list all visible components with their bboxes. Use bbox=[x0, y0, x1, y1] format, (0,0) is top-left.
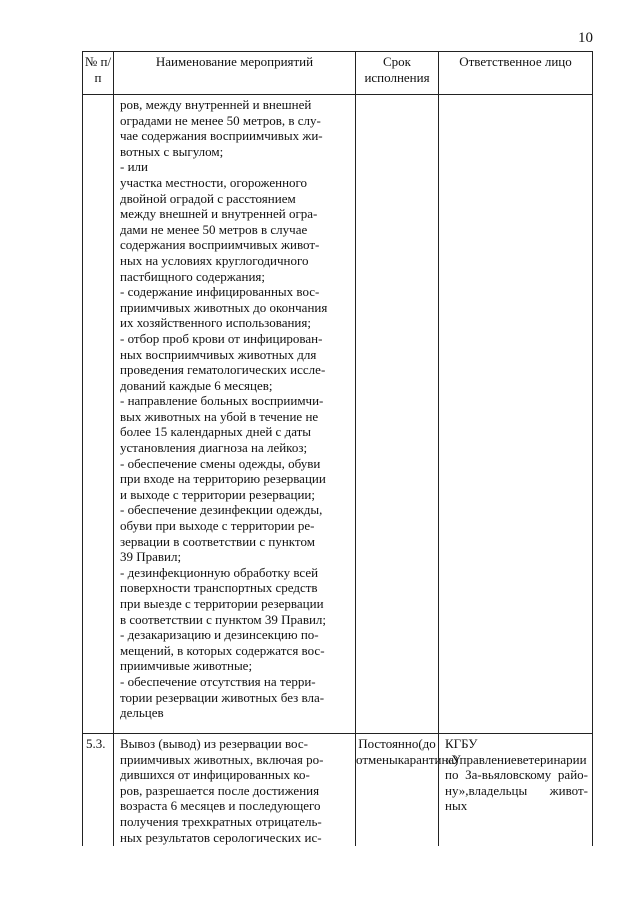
text-line: установления диагноза на лейкоз; bbox=[120, 440, 308, 456]
text-line: - обеспечение дезинфекции одежды, bbox=[120, 502, 323, 518]
text-line: ров, разрешается после достижения bbox=[120, 782, 320, 798]
text-line: обуви при выходе с территории ре- bbox=[120, 518, 315, 534]
cell-num-empty bbox=[83, 95, 114, 734]
cell-responsible-5-3 bbox=[439, 734, 593, 847]
text-line: - обеспечение смены одежды, обуви bbox=[120, 455, 321, 471]
responsible-line: вьяловскому райо- bbox=[481, 767, 588, 783]
text-line: дований каждые 6 месяцев; bbox=[120, 377, 273, 393]
table-row-continued bbox=[83, 95, 593, 734]
responsible-line: КГБУ «Управление bbox=[445, 736, 517, 767]
text-line: - содержание инфицированных вос- bbox=[120, 284, 320, 300]
header-responsible: Ответственное лицо bbox=[439, 52, 593, 95]
text-line: вотных с выгулом; bbox=[120, 143, 224, 159]
text-line: при входе на территорию резервации bbox=[120, 471, 326, 487]
cell-name-5-3 bbox=[114, 734, 356, 847]
header-term: Срок исполнения bbox=[356, 52, 439, 95]
text-line: приимчивых животных до окончания bbox=[120, 299, 328, 315]
text-line: при выезде с территории резервации bbox=[120, 596, 324, 611]
cell-num-5-3: 5.3. bbox=[83, 734, 114, 847]
text-line: - дезинфекционную обработку всей bbox=[120, 564, 319, 580]
text-line: мещений, в которых содержатся вос- bbox=[120, 642, 325, 658]
header-num: № п/п bbox=[83, 52, 114, 95]
text-line: чае содержания восприимчивых жи- bbox=[120, 128, 323, 144]
term-line: карантина) bbox=[397, 751, 459, 767]
term-line: Постоянно bbox=[358, 736, 419, 751]
cell-responsible-empty bbox=[439, 95, 593, 734]
text-line: получения трехкратных отрицатель- bbox=[120, 813, 322, 829]
text-line: оградами не менее 50 метров, в слу- bbox=[120, 112, 321, 128]
text-line: дившихся от инфицированных ко- bbox=[120, 767, 310, 783]
text-line: - направление больных восприимчи- bbox=[120, 393, 324, 409]
continued-text bbox=[114, 95, 355, 721]
term-line: (до отмены bbox=[356, 736, 436, 767]
text-line: - отбор проб крови от инфицирован- bbox=[120, 330, 323, 346]
text-line: - дезакаризацию и дезинсекцию по- bbox=[120, 627, 319, 643]
text-line: ных восприимчивых животных для bbox=[120, 346, 317, 362]
text-line: содержания восприимчивых живот- bbox=[120, 237, 320, 253]
measures-table bbox=[82, 51, 593, 846]
text-line: ров, между внутренней и внешней bbox=[120, 97, 312, 112]
responsible-line: ветеринарии по За- bbox=[445, 751, 587, 783]
text-line: участка местности, огороженного bbox=[120, 174, 308, 190]
text-line: пастбищного содержания; bbox=[120, 268, 266, 284]
responsible-line: ну», bbox=[445, 782, 469, 798]
text-line: - обеспечение отсутствия на терри- bbox=[120, 673, 316, 689]
text-line: двойной оградой с расстоянием bbox=[120, 190, 296, 206]
text-line: ных на условиях круглогодичного bbox=[120, 252, 309, 268]
text-line: вых животных на убой в течение не bbox=[120, 408, 319, 424]
text-line: Вывоз (вывод) из резервации вос- bbox=[120, 736, 308, 751]
cell-term-empty bbox=[356, 95, 439, 734]
text-line: 39 Правил; bbox=[120, 549, 182, 565]
cell-name-continued bbox=[114, 95, 356, 734]
text-line: между внешней и внутренней огра- bbox=[120, 206, 318, 222]
text-line: и выходе с территории резервации; bbox=[120, 486, 315, 502]
text-line: - или bbox=[120, 159, 148, 175]
text-line: возраста 6 месяцев и последующего bbox=[120, 798, 321, 814]
text-line: их хозяйственного использования; bbox=[120, 315, 311, 331]
page-number: 10 bbox=[578, 30, 593, 46]
table-header-row bbox=[83, 52, 593, 95]
text-line: приимчивых животных, включая ро- bbox=[120, 751, 324, 767]
text-line: более 15 календарных дней с даты bbox=[120, 424, 312, 440]
text-line: дами не менее 50 метров в случае bbox=[120, 221, 308, 237]
text-line: в соответствии с пунктом 39 Правил; bbox=[120, 611, 327, 627]
responsible-line: ных bbox=[445, 798, 468, 814]
responsible-line: владельцы живот- bbox=[468, 782, 588, 798]
text-line: дельцев bbox=[120, 705, 164, 721]
text-line: поверхности транспортных средств bbox=[120, 580, 318, 596]
text-line: приимчивые животные; bbox=[120, 658, 253, 674]
text-line: ных результатов серологических ис- bbox=[120, 829, 322, 845]
text-line: зервации в соответствии с пунктом bbox=[120, 533, 315, 549]
text-line: проведения гематологических иссле- bbox=[120, 362, 326, 378]
table-row-5-3 bbox=[83, 734, 593, 847]
text-line: тории резервации животных без вла- bbox=[120, 689, 325, 705]
header-name: Наименование мероприятий bbox=[114, 52, 356, 95]
row-5-3-text bbox=[114, 734, 355, 845]
